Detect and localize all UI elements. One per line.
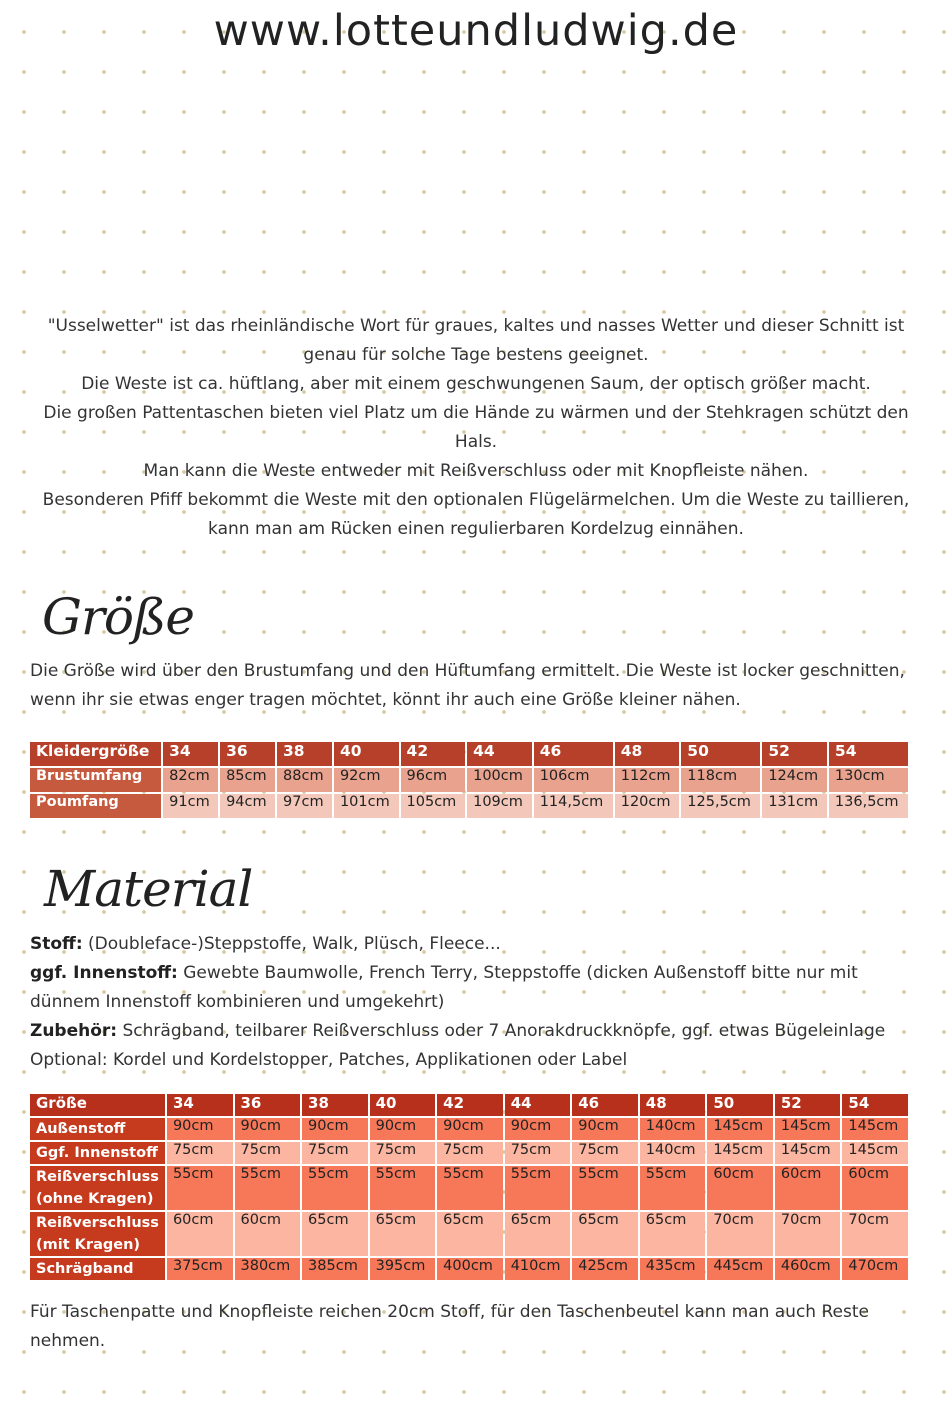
material-text: Gewebte Baumwolle, French Terry, Steppstoffe (dicken Außenstoff bitte nur mit dünnem Innenstoff kombinieren und umgekehrt) — [30, 963, 858, 1012]
table-cell: 124cm — [762, 768, 827, 792]
size-header-cell: 44 — [467, 742, 532, 766]
material-label: Stoff: — [30, 934, 83, 954]
table-cell: 91cm — [163, 794, 218, 818]
site-url: www.lotteundludwig.de — [213, 6, 739, 56]
table-cell: 120cm — [615, 794, 680, 818]
table-cell: 55cm — [370, 1166, 436, 1210]
table-row — [30, 1142, 908, 1164]
table-cell: 60cm — [235, 1212, 301, 1256]
size-header-cell: 50 — [681, 742, 760, 766]
table-cell: 140cm — [640, 1142, 706, 1164]
table-cell: 75cm — [437, 1142, 503, 1164]
table-cell: 94cm — [220, 794, 275, 818]
table-cell: 410cm — [505, 1258, 571, 1280]
material-header-label: Größe — [30, 1094, 165, 1116]
table-cell: 395cm — [370, 1258, 436, 1280]
intro-text — [30, 312, 922, 544]
table-cell: 92cm — [334, 768, 399, 792]
row-label: Poumfang — [30, 794, 161, 818]
table-cell: 100cm — [467, 768, 532, 792]
table-cell: 65cm — [505, 1212, 571, 1256]
table-cell: 55cm — [302, 1166, 368, 1210]
table-cell: 109cm — [467, 794, 532, 818]
material-header-cell: 38 — [302, 1094, 368, 1116]
table-cell: 90cm — [572, 1118, 638, 1140]
material-header-cell: 34 — [167, 1094, 233, 1116]
table-cell: 70cm — [842, 1212, 908, 1256]
row-label: Reißverschluss (ohne Kragen) — [30, 1166, 165, 1210]
footer-note: Für Taschenpatte und Knopfleiste reichen 20cm Stoff, für den Taschenbeutel kann man auch Reste nehmen. — [30, 1302, 869, 1351]
material-header-cell: 50 — [707, 1094, 773, 1116]
material-label: Zubehör: — [30, 1021, 118, 1041]
table-cell: 145cm — [775, 1142, 841, 1164]
table-cell: 112cm — [615, 768, 680, 792]
intro-line: Besonderen Pfiff bekommt die Weste mit den optionalen Flügelärmelchen. Um die Weste zu taillieren, kann man am Rücken einen regulierbaren Kordelzug einnähen. — [42, 490, 910, 539]
material-header-cell: 36 — [235, 1094, 301, 1116]
table-row — [30, 1118, 908, 1140]
table-cell: 118cm — [681, 768, 760, 792]
size-header-cell: 34 — [163, 742, 218, 766]
table-row — [30, 1258, 908, 1280]
table-cell: 90cm — [302, 1118, 368, 1140]
table-cell: 75cm — [235, 1142, 301, 1164]
table-cell: 445cm — [707, 1258, 773, 1280]
size-header-label: Kleidergröße — [30, 742, 161, 766]
material-label: ggf. Innenstoff: — [30, 963, 178, 983]
table-cell: 85cm — [220, 768, 275, 792]
table-cell: 114,5cm — [534, 794, 613, 818]
table-header-row — [30, 742, 908, 766]
table-cell: 101cm — [334, 794, 399, 818]
intro-line: Die großen Pattentaschen bieten viel Platz um die Hände zu wärmen und der Stehkragen schützt den Hals. — [43, 403, 909, 452]
intro-line: Man kann die Weste entweder mit Reißverschluss oder mit Knopfleiste nähen. — [143, 461, 809, 481]
material-text: (Doubleface-)Steppstoffe, Walk, Plüsch, Fleece... — [82, 934, 501, 954]
table-cell: 65cm — [302, 1212, 368, 1256]
table-cell: 55cm — [640, 1166, 706, 1210]
table-cell: 97cm — [277, 794, 332, 818]
size-section-title: Größe — [42, 588, 194, 646]
table-cell: 145cm — [842, 1142, 908, 1164]
table-header-row — [30, 1094, 908, 1116]
material-header-cell: 52 — [775, 1094, 841, 1116]
table-cell: 400cm — [437, 1258, 503, 1280]
table-cell: 140cm — [640, 1118, 706, 1140]
table-cell: 55cm — [167, 1166, 233, 1210]
row-label: Außenstoff — [30, 1118, 165, 1140]
material-text: Optional: Kordel und Kordelstopper, Patches, Applikationen oder Label — [30, 1050, 628, 1070]
table-cell: 60cm — [775, 1166, 841, 1210]
material-header-cell: 44 — [505, 1094, 571, 1116]
intro-line: Die Weste ist ca. hüftlang, aber mit einem geschwungenen Saum, der optisch größer macht. — [81, 374, 871, 394]
table-cell: 145cm — [842, 1118, 908, 1140]
size-section-text: Die Größe wird über den Brustumfang und den Hüftumfang ermittelt. Die Weste ist locker geschnitten, wenn ihr sie etwas enger tragen möchtet, könnt ihr auch eine Größe kleiner nähen. — [30, 661, 905, 710]
material-text: Schrägband, teilbarer Reißverschluss oder 7 Anorakdruckknöpfe, ggf. etwas Bügeleinlage — [117, 1021, 886, 1041]
table-row — [30, 794, 908, 818]
row-label: Reißverschluss (mit Kragen) — [30, 1212, 165, 1256]
material-list — [30, 930, 930, 1075]
size-header-cell: 54 — [829, 742, 908, 766]
table-cell: 55cm — [572, 1166, 638, 1210]
table-cell: 60cm — [842, 1166, 908, 1210]
table-cell: 435cm — [640, 1258, 706, 1280]
table-cell: 470cm — [842, 1258, 908, 1280]
table-cell: 425cm — [572, 1258, 638, 1280]
table-cell: 145cm — [707, 1142, 773, 1164]
material-line — [30, 1017, 930, 1046]
row-label: Brustumfang — [30, 768, 161, 792]
material-line — [30, 1046, 930, 1075]
row-label: Schrägband — [30, 1258, 165, 1280]
table-cell: 70cm — [775, 1212, 841, 1256]
table-cell: 75cm — [370, 1142, 436, 1164]
table-cell: 60cm — [707, 1166, 773, 1210]
table-cell: 70cm — [707, 1212, 773, 1256]
table-cell: 125,5cm — [681, 794, 760, 818]
table-cell: 65cm — [640, 1212, 706, 1256]
table-cell: 145cm — [707, 1118, 773, 1140]
material-line — [30, 930, 930, 959]
table-cell: 60cm — [167, 1212, 233, 1256]
material-header-cell: 40 — [370, 1094, 436, 1116]
material-header-cell: 54 — [842, 1094, 908, 1116]
table-cell: 375cm — [167, 1258, 233, 1280]
table-cell: 75cm — [505, 1142, 571, 1164]
table-cell: 385cm — [302, 1258, 368, 1280]
table-cell: 65cm — [370, 1212, 436, 1256]
material-header-cell: 48 — [640, 1094, 706, 1116]
table-cell: 65cm — [572, 1212, 638, 1256]
table-cell: 65cm — [437, 1212, 503, 1256]
size-header-cell: 52 — [762, 742, 827, 766]
table-cell: 75cm — [167, 1142, 233, 1164]
table-row — [30, 1212, 908, 1256]
table-cell: 90cm — [167, 1118, 233, 1140]
table-cell: 131cm — [762, 794, 827, 818]
table-cell: 460cm — [775, 1258, 841, 1280]
size-header-cell: 38 — [277, 742, 332, 766]
material-section-title: Material — [44, 860, 253, 918]
size-table — [28, 740, 910, 820]
intro-line: "Usselwetter" ist das rheinländische Wort für graues, kaltes und nasses Wetter und dieser Schnitt ist genau für solche Tage bestens geeignet. — [47, 316, 905, 365]
table-cell: 106cm — [534, 768, 613, 792]
size-header-cell: 48 — [615, 742, 680, 766]
table-cell: 145cm — [775, 1118, 841, 1140]
row-label: Ggf. Innenstoff — [30, 1142, 165, 1164]
material-header-cell: 46 — [572, 1094, 638, 1116]
table-cell: 96cm — [401, 768, 466, 792]
table-cell: 55cm — [437, 1166, 503, 1210]
table-cell: 90cm — [505, 1118, 571, 1140]
table-cell: 380cm — [235, 1258, 301, 1280]
table-cell: 130cm — [829, 768, 908, 792]
material-line — [30, 959, 930, 1017]
table-cell: 88cm — [277, 768, 332, 792]
size-header-cell: 36 — [220, 742, 275, 766]
size-header-cell: 40 — [334, 742, 399, 766]
table-cell: 75cm — [572, 1142, 638, 1164]
table-row — [30, 1166, 908, 1210]
table-cell: 90cm — [370, 1118, 436, 1140]
table-cell: 90cm — [235, 1118, 301, 1140]
table-cell: 82cm — [163, 768, 218, 792]
size-header-cell: 42 — [401, 742, 466, 766]
table-cell: 136,5cm — [829, 794, 908, 818]
table-cell: 105cm — [401, 794, 466, 818]
material-table — [28, 1092, 910, 1282]
table-row — [30, 768, 908, 792]
table-cell: 75cm — [302, 1142, 368, 1164]
table-cell: 90cm — [437, 1118, 503, 1140]
table-cell: 55cm — [505, 1166, 571, 1210]
table-cell: 55cm — [235, 1166, 301, 1210]
size-header-cell: 46 — [534, 742, 613, 766]
material-header-cell: 42 — [437, 1094, 503, 1116]
